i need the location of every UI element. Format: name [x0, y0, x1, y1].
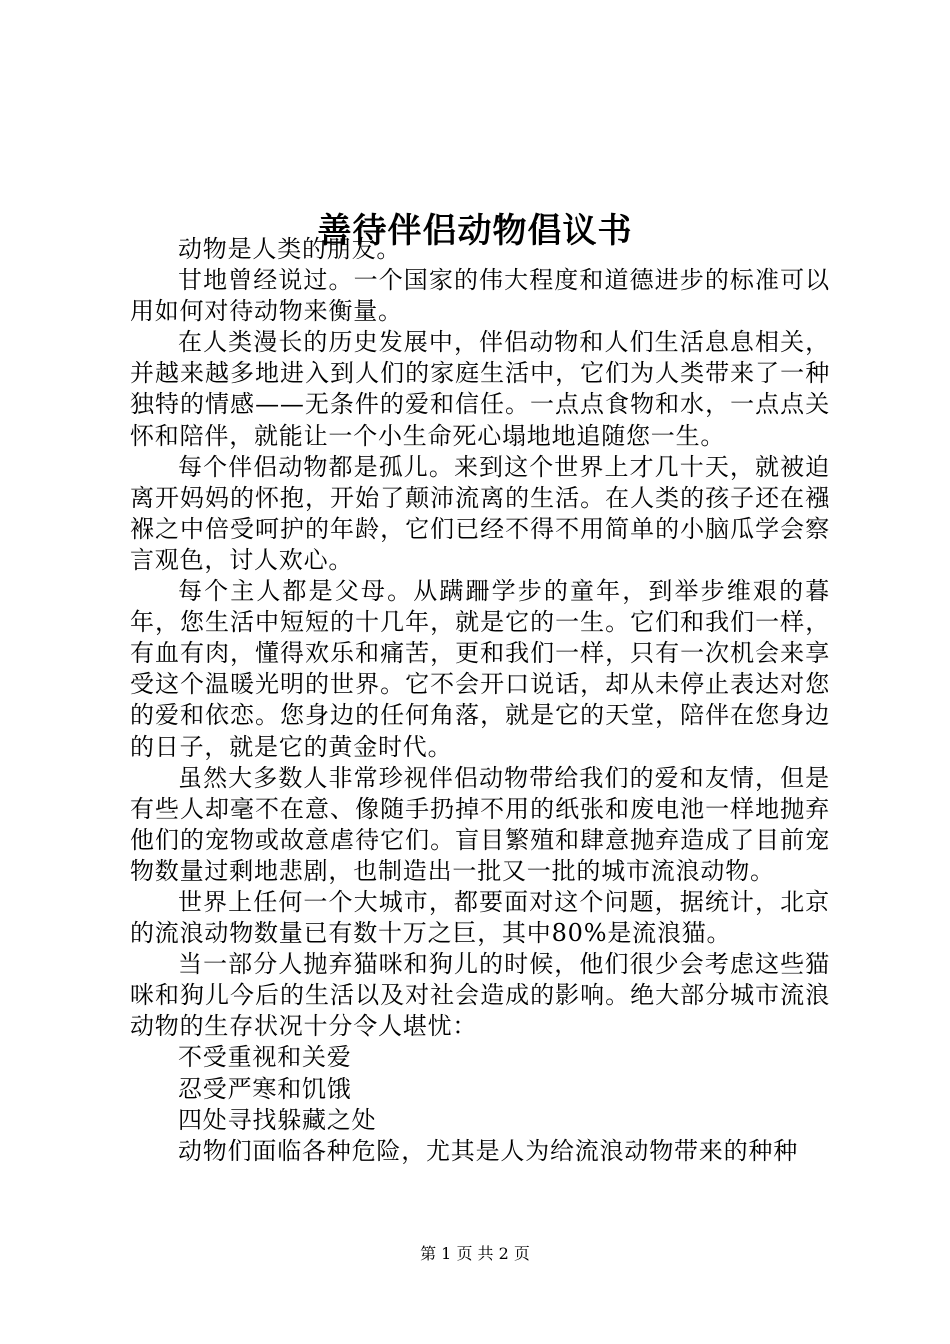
paragraph-5: 每个主人都是父母。从蹒跚学步的童年，到举步维艰的暮年，您生活中短短的十几年，就是它的一生。它们和我们一样，有血有肉，懂得欢乐和痛苦，更和我们一样，只有一次机会来享受这个温暖光明的世界。它不会开口说话，却从未停止表达对您的爱和依恋。您身边的任何角落，就是它的天堂，陪伴在您身边的日子，就是它的黄金时代。 — [130, 577, 830, 761]
paragraph-9: 动物们面临各种危险，尤其是人为给流浪动物带来的种种 — [178, 1136, 798, 1165]
document-body — [130, 234, 830, 1167]
paragraph-7: 世界上任何一个大城市，都要面对这个问题，据统计，北京的流浪动物数量已有数十万之巨，其中80%是流浪猫。 — [130, 887, 830, 948]
paragraph-1: 动物是人类的朋友。 — [178, 235, 402, 263]
paragraph-4: 每个伴侣动物都是孤儿。来到这个世界上才几十天，就被迫离开妈妈的怀抱，开始了颠沛流离的生活。在人类的孩子还在襁褓之中倍受呵护的年龄，它们已经不得不用简单的小脑瓜学会察言观色，讨人欢心。 — [130, 452, 830, 574]
paragraph-8: 当一部分人抛弃猫咪和狗儿的时候，他们很少会考虑这些猫咪和狗儿今后的生活以及对社会造成的影响。绝大部分城市流浪动物的生存状况十分令人堪忧： — [130, 950, 830, 1041]
list-item-1: 不受重视和关爱 — [178, 1043, 352, 1072]
list-item-3: 四处寻找躲藏之处 — [178, 1105, 377, 1134]
page-footer: 第 1 页 共 2 页 — [420, 1244, 530, 1263]
list-item-2: 忍受严寒和饥饿 — [178, 1074, 352, 1103]
document-title: 善待伴侣动物倡议书 — [317, 210, 633, 251]
paragraph-2: 甘地曾经说过。一个国家的伟大程度和道德进步的标准可以用如何对待动物来衡量。 — [130, 266, 830, 326]
paragraph-3: 在人类漫长的历史发展中，伴侣动物和人们生活息息相关，并越来越多地进入到人们的家庭生活中，它们为人类带来了一种独特的情感——无条件的爱和信任。一点点食物和水，一点点关怀和陪伴，就能让一个小生命死心塌地地追随您一生。 — [130, 328, 830, 450]
paragraph-6: 虽然大多数人非常珍视伴侣动物带给我们的爱和友情，但是有些人却毫不在意、像随手扔掉不用的纸张和废电池一样地抛弃他们的宠物或故意虐待它们。盲目繁殖和肆意抛弃造成了目前宠物数量过剩地悲剧，也制造出一批又一批的城市流浪动物。 — [130, 763, 830, 885]
